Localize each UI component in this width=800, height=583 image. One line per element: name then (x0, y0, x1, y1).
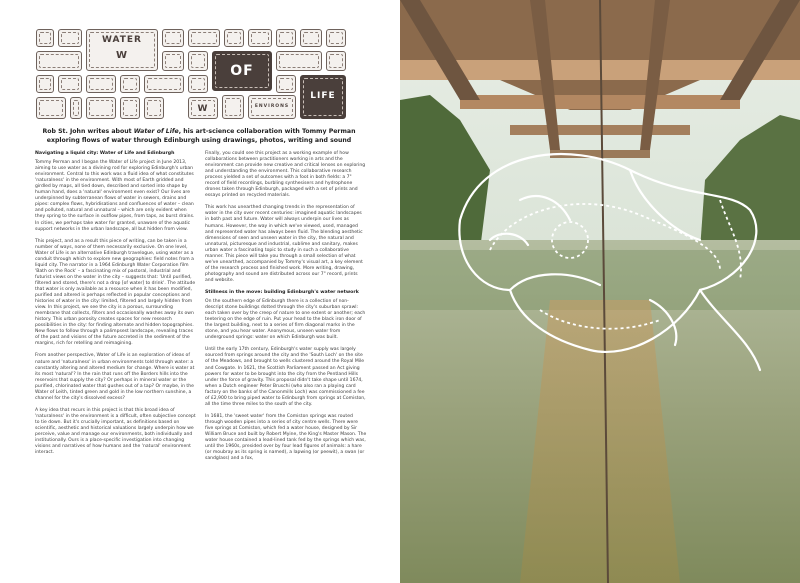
title-tile-of (212, 51, 272, 91)
body-paragraph: This work has unearthed changing trends in the representation of water in the city over recent centuries: imagined aquatic landscapes in both past and future. Water will always underpin our lives as humans. However, the way in which we've viewed, used, managed and represented water has always been fluid. The blending aesthetic dimensions of seen and unseen water in the city, the natural and unnatural, picturesque and industrial, sublime and sanitary, makes urban water a fascinating topic to study in such a collaborative manner. This piece will take you through a small selection of what we've unearthed, accompanied by Tommy's visual art, a key element of the research process and finished work. More writing, drawing, photography and sound are distributed across our 7" record, prints and website. (205, 205, 363, 283)
ornament-tile-icon (188, 75, 208, 93)
ornament-tile-icon (248, 29, 272, 47)
ornament-tile-icon (300, 29, 322, 47)
body-paragraph: Until the early 17th century, Edinburgh's water supply was largely sourced from springs around the city and the 'South Loch' on the site of the Meadows, and brought to wells clustered around the Royal Mile and Cowgate. In 1621, the Scottish Parliament passed an Act giving powers for water to be brought into the city from the Pentland Hills under the force of gravity. This proposal didn't take shape until 1674, when a Dutch engineer Peter Bruschi (who also ran a playing card factory on the banks of the Canonmills Loch) was commissioned a fee of £2,900 to bring piped water to Edinburgh from springs at Comiston, all the time three miles to the south of the city. (205, 347, 366, 407)
ornament-tile-icon (276, 29, 296, 47)
section-heading-stillness: Stillness in the move: building Edinburgh's water network (205, 289, 359, 295)
ornament-tile-icon (188, 29, 220, 47)
title-icons-grid (36, 29, 346, 121)
title-tile-environs (248, 95, 296, 119)
ornament-tile-icon (144, 97, 164, 119)
ornament-tile-icon (36, 75, 54, 93)
ornament-tile-icon (224, 29, 244, 47)
ornament-tile-icon (276, 75, 296, 93)
body-paragraph: In 1681, the 'sweet water' from the Comiston springs was routed through wooden pipes into a series of city centre wells. There were five springs at Comiston, which fed a water house, designed by Sir William Bruce and built by Robert Myine, the King's Master Mason. The water house contained a lead-lined tank fed by the springs which was, until the 1960s, presided over by four lead figures of animals: a hare (or moubray as its spring is named), a lapwing (or peewit), a swan (or sandglass) and a fox, (205, 413, 367, 462)
title-word-life: LIFE (310, 91, 336, 101)
intro-byline: Rob St. John writes about (42, 128, 134, 135)
intro-description: , his art-science collaboration with Tommy Perman exploring flows of water through Edinburgh using drawings, photos, writing and sound (46, 128, 356, 144)
right-page (400, 0, 800, 583)
title-tile-w (188, 97, 218, 119)
ornament-tile-icon (326, 29, 346, 47)
title-letter-w2: W (197, 104, 209, 114)
ornament-tile-icon (162, 29, 184, 47)
ornament-tile-icon (86, 75, 116, 93)
body-paragraph: A key idea that recurs in this project is that this broad idea of 'naturalness' in the environment is a difficult, often subjective concept to tie down. But it's crucially important, as definitions based on scientific, aesthetic and historical valuations largely underpin how we perceive, value and manage our environments, both individually and institutionally. Ours is a place-specific investigation into changing visions and narratives of how humans and the 'natural' environment interact. (35, 407, 196, 456)
title-word-water: WATER (101, 35, 142, 45)
title-letter-w: W (115, 50, 129, 61)
ornament-tile-icon (222, 95, 244, 119)
section-heading-navigating: Navigating a liquid city: Water of Life and Edinburgh (35, 151, 175, 156)
body-paragraph: On the southern edge of Edinburgh there is a collection of non-descript stone buildings dotted through the city's suburban sprawl: each taken over by the creep of nature to one extent or another; each teetering on the edge of ruin. Put your head to the black iron door of the largest building, next to a series of firm diagonal marks in the stone, and you hear water. Anonymous, unseen water from underground springs: water on which Edinburgh was built. (205, 299, 366, 341)
ornament-tile-icon (326, 51, 346, 71)
bridge-beam (460, 95, 740, 109)
body-column-2 (205, 151, 367, 468)
ornament-tile-icon (70, 97, 82, 119)
ornament-tile-icon (58, 75, 82, 93)
body-paragraph: Tommy Perman and I began the Water of Life project in June 2013, aiming to use water as a divining rod for exploring Edinburgh's urban environment. Central to this work was a fluid idea of what constitutes 'naturalness' in the environment. With most of Earth gridded and girdled by maps, all tied down, described and sorted into shape by human hand, does a 'natural' environment even exist? Our lives are underpinned by subterranean flows of water in sewers, drains and pipes: complex flows, hybridisations and confluences of water – clean and polluted, natural and unnatural – which are only evident when they spring to the surface in outflow pipes, from taps, as burst drains. In cities, we perhaps take water for granted, unaware of the aquatic support networks in the urban landscape, all but hidden from view. (35, 160, 195, 232)
ornament-tile-icon (86, 97, 116, 119)
title-tile-life (300, 75, 346, 119)
body-column-1 (35, 151, 197, 462)
ornament-tile-icon (58, 29, 82, 47)
ornament-tile-icon (188, 51, 208, 71)
ornament-tile-icon (144, 75, 184, 93)
ornament-tile-icon (36, 29, 54, 47)
title-word-of: OF (230, 63, 254, 79)
ornament-tile-icon (162, 51, 184, 71)
body-paragraph: Finally, you could see this project as a working example of how collaborations between practitioners working in arts and the environment can provide new creative and critical lenses on exploring and understanding the environment. This collaborative research process yielded a set of outcomes with a foot in both fields: a 7" record of field recordings, burbling synthesisers and hydrophone drones taken through Edinburgh, packaged with a set of prints and essays printed on recycled materials. (205, 151, 366, 199)
article-intro (36, 128, 362, 145)
bridge-photo-with-drawing (400, 0, 800, 583)
intro-project-title: Water of Life (133, 128, 179, 135)
ornament-tile-icon (36, 97, 66, 119)
ornament-tile-icon (36, 51, 82, 71)
title-tile-water (86, 29, 158, 71)
body-paragraph: This project, and as a result this piece of writing, can be taken in a number of ways, none of them necessarily exclusive. On one level, Water of Life is an alternative Edinburgh travelogue, using water as a conduit through which to explore new geographies: field notes from a liquid city. The narrator in a 1964 Edinburgh Water Corporation film 'Bath on the Rock' – a fascinating mix of pastoral, industrial and futurist views on the water in the city – suggests that: 'Until purified, filtered and stored, there's not a drop [of water] to drink'. The attitude that water is only available as a resource when it has been modified, purified and altered is perhaps reflected in popular conceptions and histories of water in the city: limited, filtered and largely hidden from view. In this project, we see the city is a porous, surrounding membrane that collects, filters and occasionally washes away its own history. This urban porosity creates spaces for new research possibilities in the city: for finding alternate and hidden topographies. New flows to follow through a palimpsest landscape, revealing traces of the past and visions of the future accreted in the sediment of the margins, rich for retelling and reimagining. (35, 238, 196, 347)
body-paragraph: From another perspective, Water of Life is an exploration of ideas of nature and 'naturalness' in urban environments told through water: a constantly altering and altered medium for change. Where is water at its most 'natural'? In the rain that runs off the Borders hills into the reservoirs that supply the city? Or perhaps in mineral water or the purified, chlorinated water that gushes out of a tap? Or maybe, in the Water of Leith, tinted green and gold in the low northern sunshine, a channel for the city's dissolved excess? (35, 353, 195, 401)
ornament-tile-icon (120, 97, 140, 119)
bridge-beam (510, 125, 690, 135)
ornament-tile-icon (120, 75, 140, 93)
ornament-tile-icon (276, 51, 322, 71)
title-word-environs: ENVIRONS (254, 104, 290, 109)
